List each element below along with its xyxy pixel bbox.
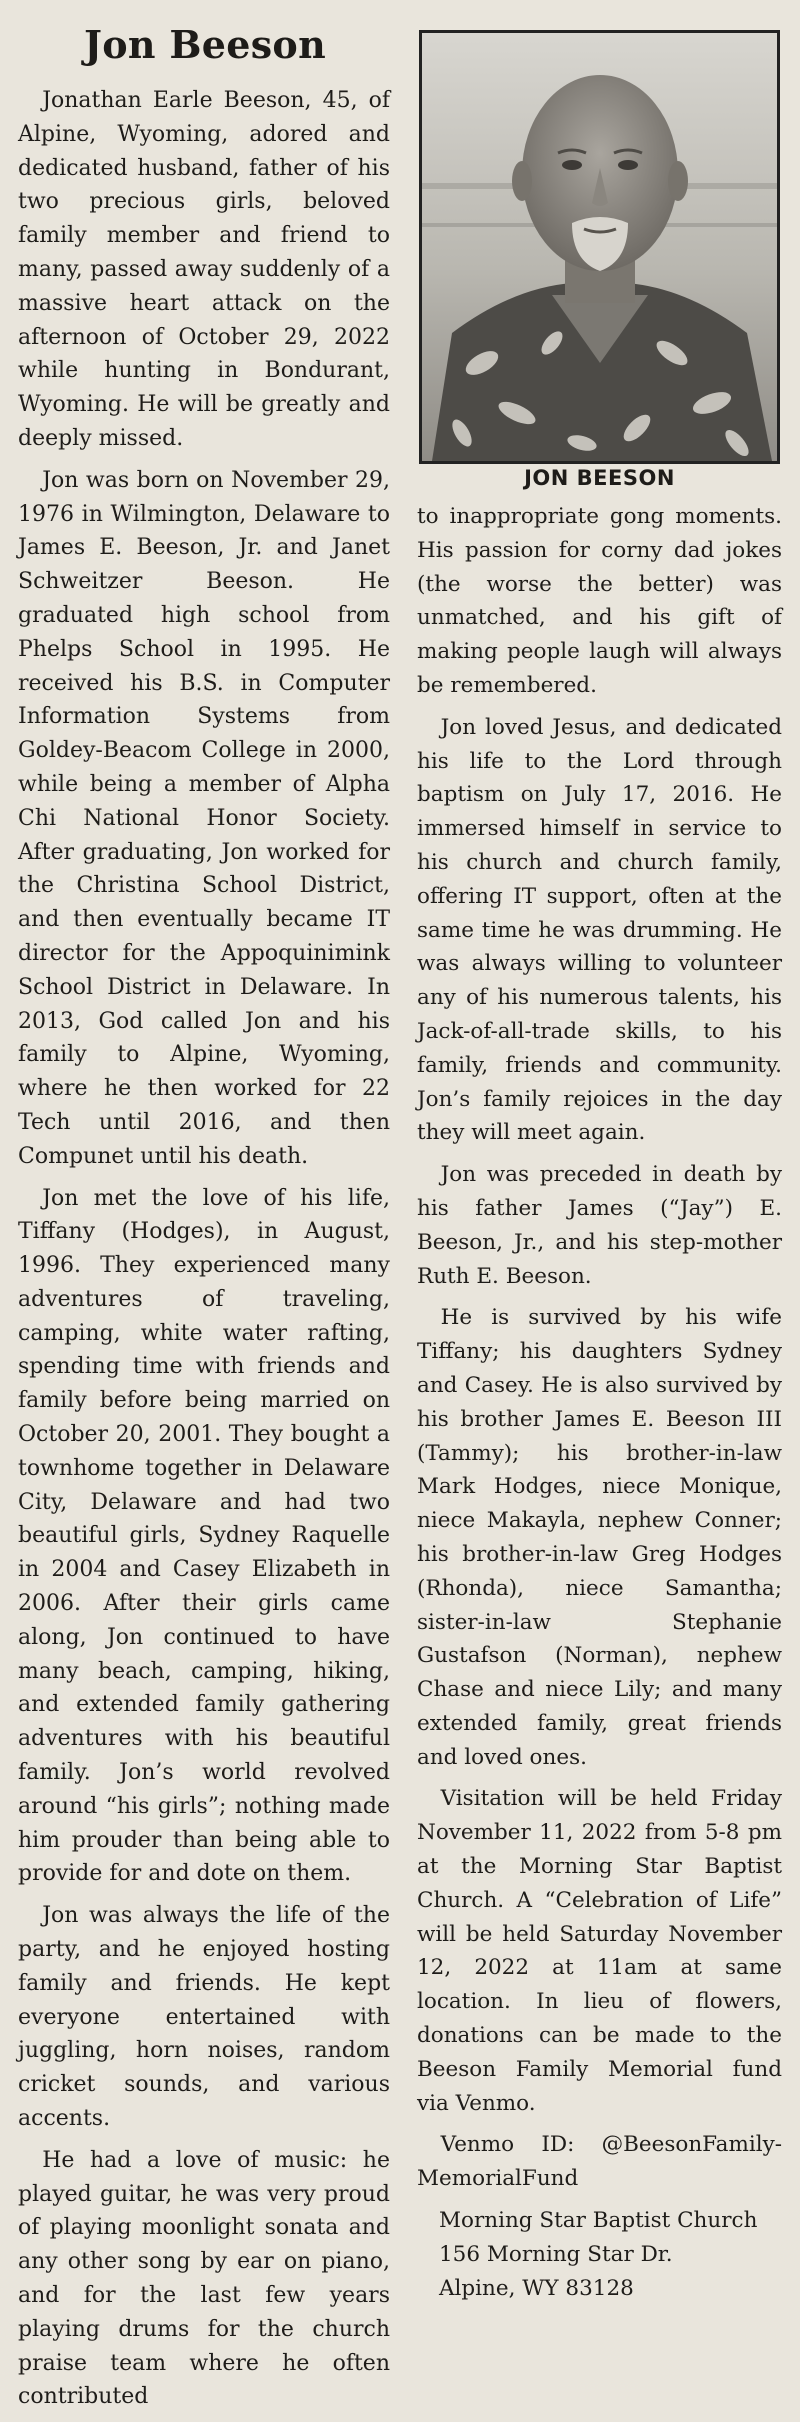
left-column (18, 84, 390, 2422)
church-name: Morning Star Baptist Church (439, 2208, 758, 2234)
paragraph-music: He had a love of music: he played guitar, he was very proud of playing moonlight sonata and any other song by ear on piano, and for the last few years playing drums for the church praise team where he often contributed (18, 2147, 390, 2410)
paragraph-services: Visitation will be held Friday November 11, 2022 from 5-8 pm at the Morning Star Baptist Church. A “Celebration of Life” will be held Saturday November 12, 2022 at 11am at same location. In lieu of flowers, donations can be made to the Beeson Family Memorial fund via Venmo. (417, 1786, 782, 2116)
paragraph-faith: Jon loved Jesus, and dedicated his life to the Lord through baptism on July 17, 2016. He immersed himself in service to his church and church family, offering IT support, often at the same time he was drumming. He was always willing to volunteer any of his numerous talents, his Jack-of-all-trade skills, to his family, friends and community. Jon’s family rejoices in the day they will meet again. (417, 714, 782, 1146)
church-address (417, 2204, 782, 2305)
paragraph-music-continued: to inappropriate gong moments. His passion for corny dad jokes (the worse the better) was unmatched, and his gift of making people laugh will always be remembered. (417, 504, 782, 698)
photo-caption: JON BEESON (524, 466, 675, 490)
paragraph-personality: Jon was always the life of the party, and he enjoyed hosting family and friends. He kept everyone entertained with juggling, horn noises, random cricket sounds, and various accents. (18, 1903, 390, 2132)
portrait-illustration (422, 33, 777, 461)
obituary-title: Jon Beeson (83, 22, 327, 67)
paragraph-survivors: He is survived by his wife Tiffany; his daughters Sydney and Casey. He is also survived by his brother James E. Beeson III (Tammy); his brother-in-law Mark Hodges, niece Monique, niece Makayla, nephew Conner; his brother-in-law Greg Hodges (Rhonda), niece Samantha; sister-in-law Stephanie Gustafson (Norman), nephew Chase and niece Lily; and many extended family, great friends and loved ones. (417, 1305, 782, 1770)
paragraph-intro: Jonathan Earle Beeson, 45, of Alpine, Wyoming, adored and dedicated husband, father of his two precious girls, beloved family member and friend to many, passed away suddenly of a massive heart attack on the afternoon of October 29, 2022 while hunting in Bondurant, Wyoming. He will be greatly and deeply missed. (18, 88, 390, 451)
church-city: Alpine, WY 83128 (439, 2275, 634, 2301)
paragraph-early-life: Jon was born on November 29, 1976 in Wilmington, Delaware to James E. Beeson, Jr. and Janet Schweitzer Beeson. He graduated high school from Phelps School in 1995. He received his B.S. in Computer Information Systems from Goldey-Beacom College in 2000, while being a member of Alpha Chi National Honor Society. After graduating, Jon worked for the Christina School District, and then eventually became IT director for the Appoquinimink School District in Delaware. In 2013, God called Jon and his family to Alpine, Wyoming, where he then worked for 22 Tech until 2016, and then Compunet until his death. (18, 467, 390, 1169)
paragraph-preceded: Jon was preceded in death by his father James (“Jay”) E. Beeson, Jr., and his step-mother Ruth E. Beeson. (417, 1162, 782, 1289)
portrait-photo (419, 30, 780, 464)
venmo-info: Venmo ID: @BeesonFamily-MemorialFund (417, 2132, 782, 2192)
paragraph-family: Jon met the love of his life, Tiffany (Hodges), in August, 1996. They experienced many adventures of traveling, camping, white water rafting, spending time with friends and family before being married on October 20, 2001. They bought a townhome together in Delaware City, Delaware and had two beautiful girls, Sydney Raquelle in 2004 and Casey Elizabeth in 2006. After their girls came along, Jon continued to have many beach, camping, hiking, and extended family gathering adventures with his beautiful family. Jon’s world revolved around “his girls”; nothing made him prouder than being able to provide for and dote on them. (18, 1185, 390, 1887)
church-street: 156 Morning Star Dr. (439, 2241, 673, 2267)
right-column (417, 500, 782, 2305)
